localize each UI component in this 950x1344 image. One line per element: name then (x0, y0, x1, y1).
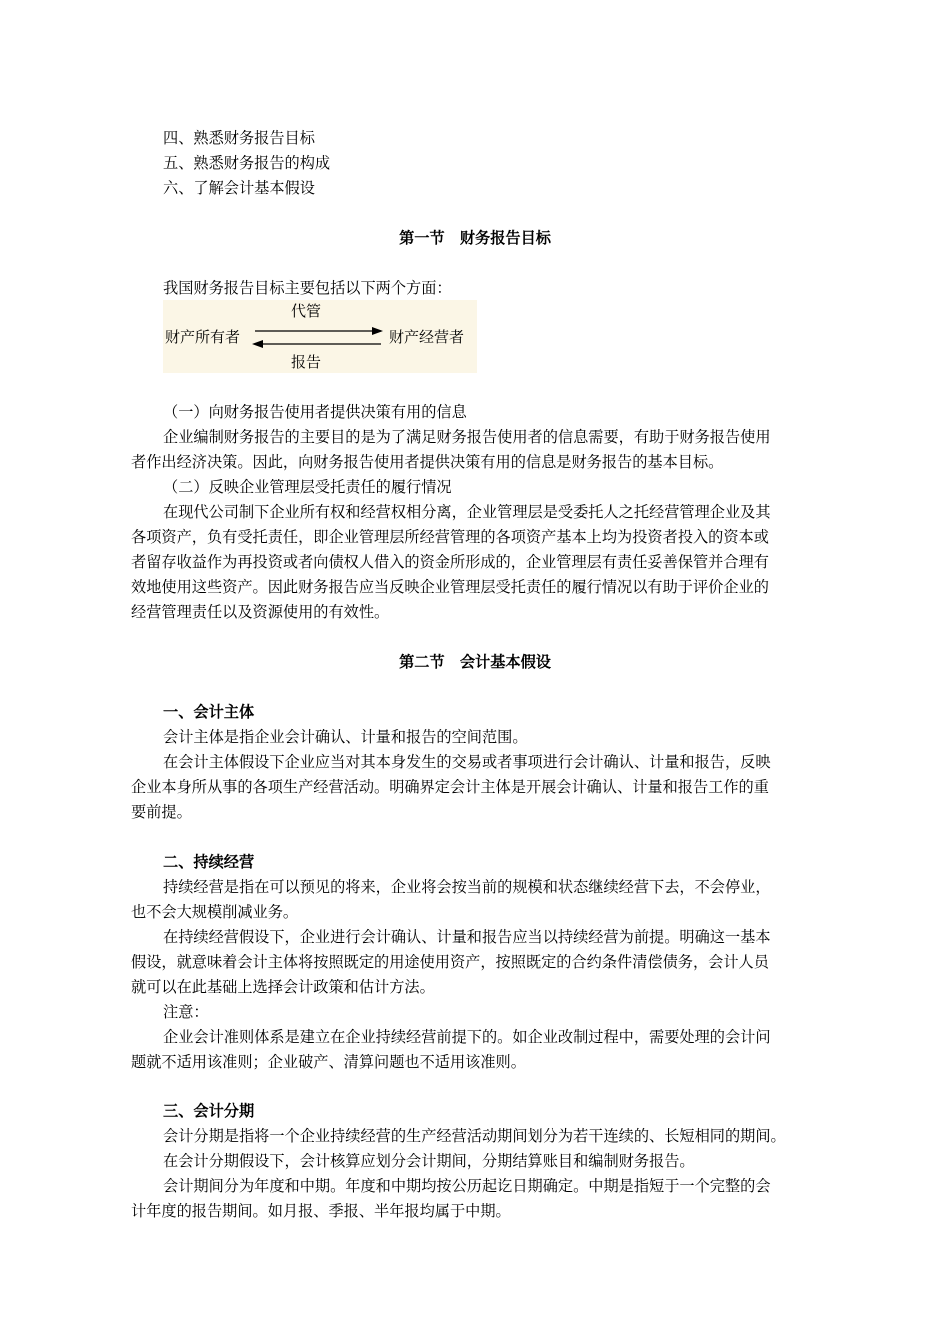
paragraph-line: 企业编制财务报告的主要目的是为了满足财务报告使用者的信息需要，有助于财务报告使用 (163, 428, 771, 446)
paragraph-line: 会计期间分为年度和中期。年度和中期均按公历起讫日期确定。中期是指短于一个完整的会 (163, 1177, 771, 1195)
paragraph-line: 企业会计准则体系是建立在企业持续经营前提下的。如企业改制过程中，需要处理的会计问 (163, 1028, 771, 1046)
section-title: 第一节 财务报告目标 (399, 229, 551, 247)
paragraph-line: 假设，就意味着会计主体将按照既定的用途使用资产，按照既定的合约条件清偿债务，会计人员 (131, 953, 769, 971)
subsection-heading: 三、会计分期 (163, 1102, 255, 1120)
paragraph-line: 在持续经营假设下，企业进行会计确认、计量和报告应当以持续经营为前提。明确这一基本 (163, 928, 771, 946)
paragraph-line: 在会计主体假设下企业应当对其本身发生的交易或者事项进行会计确认、计量和报告，反映 (163, 753, 771, 771)
paragraph-line: 持续经营是指在可以预见的将来，企业将会按当前的规模和状态继续经营下去，不会停业， (163, 878, 771, 896)
paragraph-line: 在会计分期假设下，会计核算应划分会计期间，分期结算账目和编制财务报告。 (163, 1152, 695, 1170)
paragraph-line: 会计分期是指将一个企业持续经营的生产经营活动期间划分为若干连续的、长短相同的期间。 (163, 1127, 786, 1145)
paragraph-line: 也不会大规模削减业务。 (131, 903, 299, 921)
paragraph-line: 者留存收益作为再投资或者向债权人借入的资金所形成的，企业管理层有责任妥善保管并合理有 (131, 553, 769, 571)
reporting-relationship-diagram (163, 300, 477, 373)
section-intro: 我国财务报告目标主要包括以下两个方面： (163, 279, 452, 297)
right-arrow (255, 327, 383, 335)
paragraph-line: 在现代公司制下企业所有权和经营权相分离，企业管理层是受委托人之托经营管理企业及其 (163, 503, 771, 521)
diagram-top-label: 代管 (291, 302, 322, 320)
left-arrow (252, 340, 381, 348)
note-label: 注意： (163, 1003, 209, 1021)
paragraph-line: 经营管理责任以及资源使用的有效性。 (131, 603, 390, 621)
paragraph-line: 各项资产，负有受托责任，即企业管理层所经营管理的各项资产基本上均为投资者投入的资本或 (131, 528, 769, 546)
objective-item: 四、熟悉财务报告目标 (163, 129, 315, 147)
subsection-heading: 一、会计主体 (163, 703, 255, 721)
paragraph-line: 效地使用这些资产。因此财务报告应当反映企业管理层受托责任的履行情况以有助于评价企业的 (131, 578, 769, 596)
paragraph-line: 题就不适用该准则；企业破产、清算问题也不适用该准则。 (131, 1053, 526, 1071)
subheading: （二）反映企业管理层受托责任的履行情况 (163, 478, 452, 496)
paragraph-line: 会计主体是指企业会计确认、计量和报告的空间范围。 (163, 728, 528, 746)
objective-item: 六、了解会计基本假设 (163, 179, 315, 197)
paragraph-line: 要前提。 (131, 803, 192, 821)
paragraph-line: 者作出经济决策。因此，向财务报告使用者提供决策有用的信息是财务报告的基本目标。 (131, 453, 724, 471)
section-title: 第二节 会计基本假设 (399, 653, 551, 671)
subsection-heading: 二、持续经营 (163, 853, 255, 871)
diagram-manager-label: 财产经营者 (389, 328, 465, 346)
subheading: （一）向财务报告使用者提供决策有用的信息 (163, 403, 467, 421)
paragraph-line: 就可以在此基础上选择会计政策和估计方法。 (131, 978, 435, 996)
objective-item: 五、熟悉财务报告的构成 (163, 154, 331, 172)
paragraph-line: 企业本身所从事的各项生产经营活动。明确界定会计主体是开展会计确认、计量和报告工作的重 (131, 778, 769, 796)
diagram-bottom-label: 报告 (291, 353, 322, 371)
paragraph-line: 计年度的报告期间。如月报、季报、半年报均属于中期。 (131, 1202, 511, 1220)
diagram-owner-label: 财产所有者 (165, 328, 241, 346)
diagram-arrows (163, 300, 477, 373)
